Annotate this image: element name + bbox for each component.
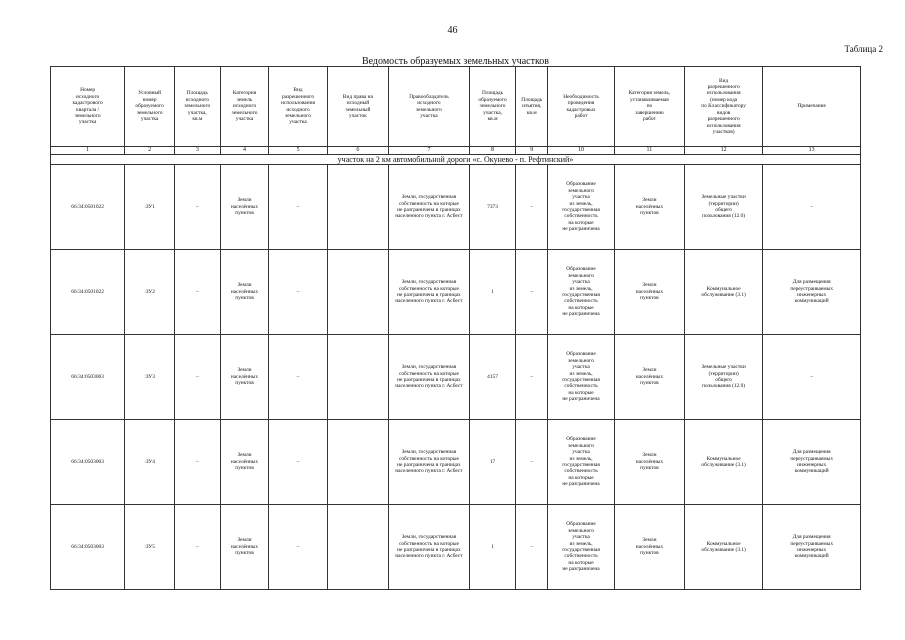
column-number-2: 2 (125, 147, 175, 155)
cell-col-4: Земли населённых пунктов (220, 165, 269, 250)
cell-col-7: Земли, государственная собственность на которые не разграничена в границах населенного пункта г. Асбест (389, 335, 470, 420)
table-row (51, 335, 861, 420)
cell-col-10: Образование земельного участка из земель, государственная собственность на которые не разграничена (548, 250, 615, 335)
header-row (51, 67, 861, 147)
cell-col-11: Земли населённых пунктов (614, 165, 684, 250)
cell-col-12: Земельные участки (территории) общего пользования (12.0) (684, 335, 762, 420)
table-row (51, 420, 861, 505)
cell-col-4: Земли населённых пунктов (220, 420, 269, 505)
cell-col-3: – (175, 420, 221, 505)
cell-col-7: Земли, государственная собственность на которые не разграничена в границах населенного пункта г. Асбест (389, 420, 470, 505)
cell-col-3: – (175, 335, 221, 420)
column-number-1: 1 (51, 147, 125, 155)
cell-col-12: Коммунальное обслуживание (3.1) (684, 505, 762, 590)
cell-col-13: Для размещения переустраиваемых инженерных коммуникаций (763, 250, 861, 335)
column-header-10: Необходимость проведения кадастровых работ (548, 67, 615, 147)
column-number-row (51, 147, 861, 155)
cell-col-9: – (516, 165, 548, 250)
column-number-11: 11 (614, 147, 684, 155)
column-number-9: 9 (516, 147, 548, 155)
cell-col-6 (327, 335, 388, 420)
column-number-4: 4 (220, 147, 269, 155)
cell-col-1: 66:34:0503003 (51, 505, 125, 590)
cell-col-10: Образование земельного участка из земель, государственная собственность на которые не разграничена (548, 335, 615, 420)
table-label: Таблица 2 (844, 44, 883, 54)
column-header-5: Вид разрешенного использования исходного земельного участка (269, 67, 327, 147)
cell-col-5: – (269, 165, 327, 250)
column-number-6: 6 (327, 147, 388, 155)
cell-col-11: Земли населённых пунктов (614, 505, 684, 590)
cell-col-5: – (269, 250, 327, 335)
column-header-1: Номер исходного кадастрового квартала / земельного участка (51, 67, 125, 147)
cell-col-4: Земли населённых пунктов (220, 335, 269, 420)
column-number-5: 5 (269, 147, 327, 155)
cell-col-7: Земли, государственная собственность на которые не разграничена в границах населенного пункта г. Асбест (389, 505, 470, 590)
column-header-2: Условный номер образуемого земельного участка (125, 67, 175, 147)
cell-col-2: :ЗУ4 (125, 420, 175, 505)
cell-col-10: Образование земельного участка из земель, государственная собственность на которые не разграничена (548, 165, 615, 250)
cell-col-8: 1 (469, 250, 516, 335)
column-header-12: Вид разрешенного использования (номер кода по Классификатору видов разрешенного использования участков) (684, 67, 762, 147)
cell-col-13: – (763, 165, 861, 250)
cell-col-3: – (175, 505, 221, 590)
cell-col-6 (327, 165, 388, 250)
cell-col-4: Земли населённых пунктов (220, 250, 269, 335)
column-number-3: 3 (175, 147, 221, 155)
cell-col-3: – (175, 165, 221, 250)
cell-col-11: Земли населённых пунктов (614, 250, 684, 335)
column-header-4: Категория земель исходного земельного участка (220, 67, 269, 147)
cell-col-3: – (175, 250, 221, 335)
cell-col-6 (327, 250, 388, 335)
column-number-13: 13 (763, 147, 861, 155)
cell-col-12: Земельные участки (территории) общего пользования (12.0) (684, 165, 762, 250)
table-row (51, 505, 861, 590)
cell-col-5: – (269, 505, 327, 590)
cell-col-12: Коммунальное обслуживание (3.1) (684, 250, 762, 335)
cell-col-13: – (763, 335, 861, 420)
cell-col-11: Земли населённых пунктов (614, 335, 684, 420)
cell-col-13: Для размещения переустраиваемых инженерных коммуникаций (763, 505, 861, 590)
cell-col-13: Для размещения переустраиваемых инженерных коммуникаций (763, 420, 861, 505)
cell-col-1: 66:34:0503003 (51, 420, 125, 505)
column-header-8: Площадь образуемого земельного участка, кв.м (469, 67, 516, 147)
cell-col-2: :ЗУ3 (125, 335, 175, 420)
cell-col-9: – (516, 420, 548, 505)
section-title: участок на 2 км автомобильной дороги «с. Окунево - п. Рефтинский» (51, 155, 861, 165)
cell-col-6 (327, 420, 388, 505)
table-row (51, 250, 861, 335)
cell-col-12: Коммунальное обслуживание (3.1) (684, 420, 762, 505)
cell-col-10: Образование земельного участка из земель, государственная собственность на которые не разграничена (548, 420, 615, 505)
cell-col-8: 17 (469, 420, 516, 505)
cell-col-7: Земли, государственная собственность на которые не разграничена в границах населенного пункта г. Асбест (389, 250, 470, 335)
cell-col-8: 4157 (469, 335, 516, 420)
column-header-3: Площадь исходного земельного участка, кв.м (175, 67, 221, 147)
column-number-10: 10 (548, 147, 615, 155)
cell-col-1: 66:34:0503003 (51, 335, 125, 420)
cell-col-8: 1 (469, 505, 516, 590)
land-plots-table (50, 66, 861, 590)
cell-col-6 (327, 505, 388, 590)
cell-col-11: Земли населённых пунктов (614, 420, 684, 505)
column-header-9: Площадь изъятия, кв.м (516, 67, 548, 147)
table-row (51, 165, 861, 250)
cell-col-9: – (516, 335, 548, 420)
cell-col-2: :ЗУ2 (125, 250, 175, 335)
cell-col-2: :ЗУ1 (125, 165, 175, 250)
page-number: 46 (447, 25, 458, 36)
cell-col-5: – (269, 335, 327, 420)
column-number-8: 8 (469, 147, 516, 155)
column-header-13: Примечание (763, 67, 861, 147)
cell-col-4: Земли населённых пунктов (220, 505, 269, 590)
cell-col-9: – (516, 250, 548, 335)
cell-col-2: :ЗУ5 (125, 505, 175, 590)
document-title: Ведомость образуемых земельных участков (361, 56, 550, 67)
column-number-7: 7 (389, 147, 470, 155)
column-header-6: Вид права на исходный земельный участок (327, 67, 388, 147)
cell-col-5: – (269, 420, 327, 505)
column-header-11: Категория земель, устанавливаемая по завершению работ (614, 67, 684, 147)
section-row (51, 155, 861, 165)
column-header-7: Правообладатель исходного земельного участка (389, 67, 470, 147)
cell-col-8: 7373 (469, 165, 516, 250)
cell-col-9: – (516, 505, 548, 590)
cell-col-1: 66:34:0501022 (51, 250, 125, 335)
cell-col-7: Земли, государственная собственность на которые не разграничена в границах населенного пункта г. Асбест (389, 165, 470, 250)
cell-col-1: 66:34:0501022 (51, 165, 125, 250)
column-number-12: 12 (684, 147, 762, 155)
cell-col-10: Образование земельного участка из земель, государственная собственность на которые не разграничена (548, 505, 615, 590)
